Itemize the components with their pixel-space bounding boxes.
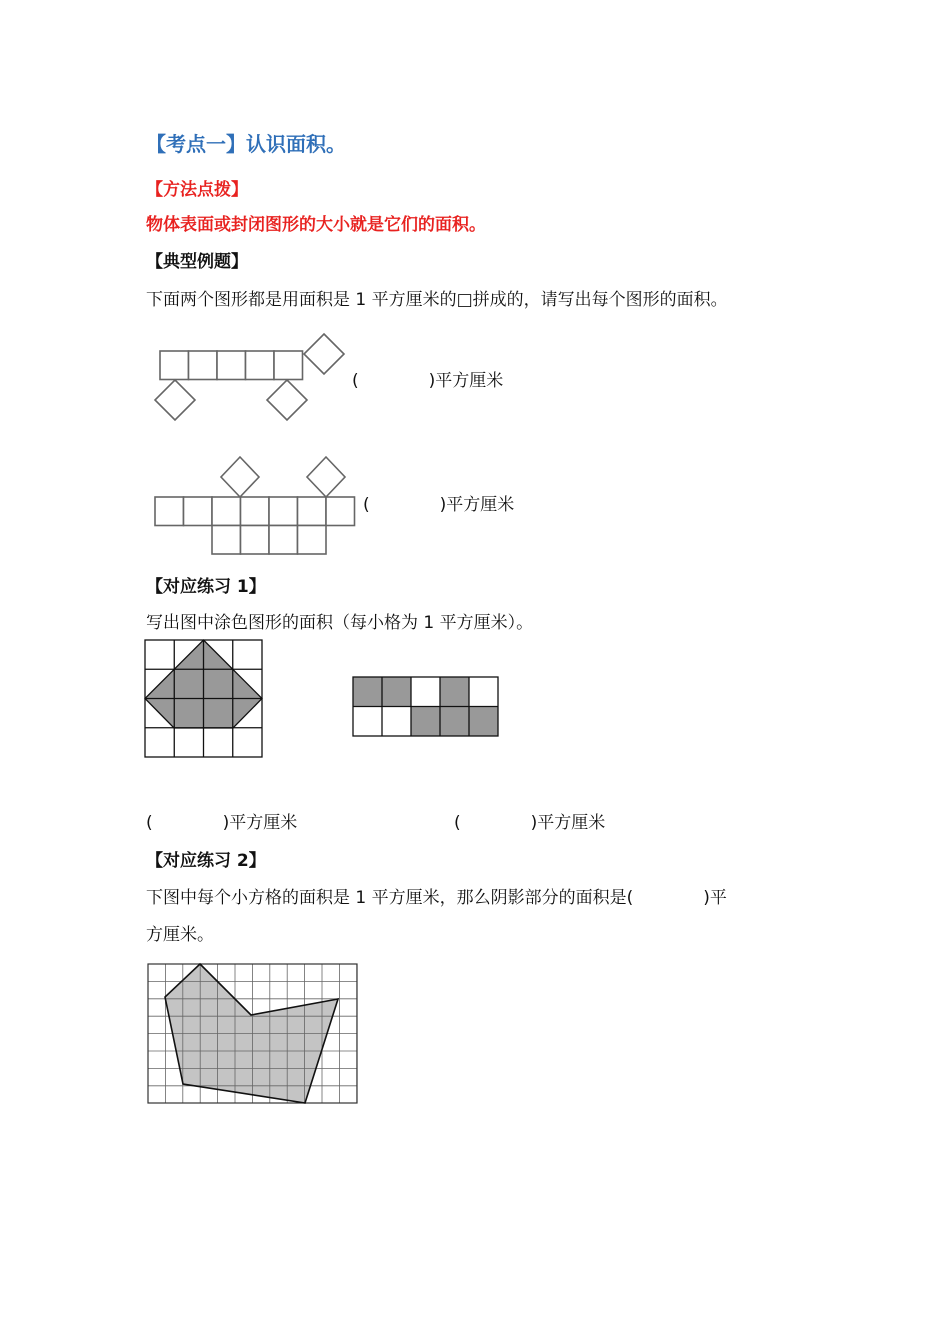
practice2-figure-grid — [148, 964, 358, 1104]
practice1-figure-strip — [353, 677, 500, 738]
practice1-answer-2: ( )平方厘米 — [454, 813, 606, 833]
example-figure-2 — [150, 455, 360, 560]
practice1-question: 写出图中涂色图形的面积（每小格为 1 平方厘米）。 — [146, 613, 534, 633]
method-title: 【方法点拨】 — [146, 180, 248, 200]
method-text: 物体表面或封闭图形的大小就是它们的面积。 — [146, 215, 486, 235]
section-heading: 【考点一】认识面积。 — [146, 132, 346, 156]
practice2-title: 【对应练习 2】 — [146, 851, 266, 871]
example-figure-1 — [150, 330, 350, 425]
example-answer-2: ( )平方厘米 — [363, 495, 515, 515]
practice1-figure-diamond — [145, 640, 263, 758]
example-question: 下面两个图形都是用面积是 1 平方厘米的□拼成的，请写出每个图形的面积。 — [146, 290, 728, 310]
practice1-answer-1: ( )平方厘米 — [146, 813, 298, 833]
example-title: 【典型例题】 — [146, 252, 248, 272]
practice2-question-line1: 下图中每个小方格的面积是 1 平方厘米，那么阴影部分的面积是( )平 — [146, 888, 727, 908]
practice2-question-line2: 方厘米。 — [146, 925, 214, 945]
practice1-title: 【对应练习 1】 — [146, 577, 266, 597]
example-answer-1: ( )平方厘米 — [352, 371, 504, 391]
